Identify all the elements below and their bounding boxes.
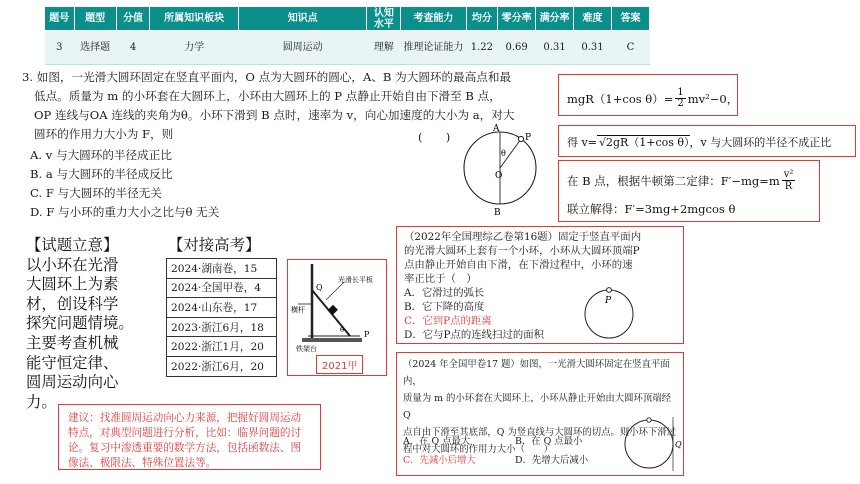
meta-cell: 1.22 [466,31,498,65]
block [328,305,338,315]
figure-2021-box [287,259,387,376]
rel2022-option-b: B．它下降的高度 [404,301,485,313]
label-a: A [493,124,500,134]
meta-cell: 3 [45,31,75,65]
related-2024-box [396,352,684,476]
intent-block [26,236,158,412]
rel2022-line: （2022年全国理综乙卷第16题）固定于竖直平面内 [404,231,642,243]
eq3-num: v² [783,169,794,180]
intent-title: 【试题立意】 [26,236,119,254]
meta-header: 题型 [74,7,116,31]
eq3-den: R [782,180,796,192]
rel2022-figure [581,283,637,341]
rail-label: 光滑长平板 [338,276,373,284]
meta-header: 认知水平 [367,7,401,31]
question-line: OP 连线与OA 连线的夹角为θ。小环下滑到 B 点时，速率为 v，向心加速度的大小为 a，对大 [34,108,515,122]
eq4: 联立解得：F′=3mg+2mgcos θ [567,202,736,216]
related-2022-box [396,226,684,344]
intent-line: 能守恒定律、 [26,353,119,372]
ring-figure [455,120,545,220]
intent-line: 以小环在光滑 [26,255,119,274]
rel2024-option-d: D．先增大后减小 [515,455,589,466]
eq2-prefix: 得 v= [567,136,597,149]
eq1-fraction [675,88,685,109]
exam-row: 2024·山东卷，17 [167,298,277,318]
rel2022-line: 率正比于（ ） [404,273,477,285]
exam-row: 2023·浙江6月，18 [167,317,277,337]
rel2024-option-b: B．在 Q 点最小 [515,436,583,447]
meta-cell: 0.69 [498,31,536,65]
label-p-2021: P [364,330,370,339]
label-theta: θ [501,149,506,158]
solution-eq3-box [558,160,820,222]
meta-header: 零分率 [498,7,536,31]
eq3-prefix: 在 B 点，根据牛顿第二定律：F′−mg=m [567,173,780,188]
question-option-d: D. F 与小环的重力大小之比与θ 无关 [30,205,220,219]
intent-line: 材，创设科学 [26,294,119,313]
meta-cell: 选择题 [74,31,116,65]
question-option-c: C. F 与大圆环的半径无关 [30,186,162,200]
question-line: 圆环的作用力大小为 F，则 [34,127,174,141]
intent-line: 大圆环上为素 [26,275,119,294]
meta-cell: 4 [116,31,150,65]
exam-row: 2024·湖南卷，15 [167,259,277,279]
eq1-lhs: mgR（1+cos θ）= [567,91,674,106]
rel2024-option-a: A．在 Q 点最大 [403,436,471,447]
meta-header: 难度 [574,7,612,31]
rel2024-line: 程中对大圆环的作用力大小（ ） [403,444,554,455]
meta-header: 题号 [45,7,75,31]
meta-header: 均分 [466,7,498,31]
label-b: B [494,208,501,218]
rail-pointer [326,282,344,300]
exam-row: 2024·全国甲卷，4 [167,278,277,298]
label-o: O [495,171,503,181]
meta-cell: 推理论证能力 [401,31,466,65]
exam-row: 2022·浙江1月，20 [167,337,277,357]
meta-cell: C [611,31,649,65]
meta-data-row [45,31,650,65]
small-ring [518,136,523,141]
rel2022-line: 的光滑大圆环上套有一个小环，小环从大圆环顶端P [404,245,640,257]
rel2024-line: 点自由下滑至其底部，Q 为竖直线与大圆环的切点。则小环下滑过 [403,427,677,438]
eq3-fraction [782,169,796,192]
eq2-radicand: √2gR（1+cos θ） [598,136,690,149]
rel2024-figure [623,413,682,473]
meta-cell: 力学 [150,31,239,65]
rel2022-label-p: P [605,296,612,306]
intent-line: 力。 [26,392,57,411]
meta-header-row [45,7,650,31]
rel2024-ring [625,420,673,468]
label-p: P [525,133,532,143]
label-theta-2021: θ [340,326,345,334]
eq1-num: 1 [677,87,684,98]
meta-header: 答案 [611,7,649,31]
meta-cell: 0.31 [574,31,612,65]
label-q-2021: Q [316,283,323,292]
solution-eq1-box [558,74,738,116]
meta-cell: 圆周运动 [238,31,367,65]
eq1-den: 2 [677,98,684,109]
eq1-rhs: mv²−0， [687,91,739,106]
question-meta-table [44,6,650,65]
rel2022-line: 点由静止开始自由下滑，在下滑过程中，小环的速 [404,259,633,271]
incline-board [312,290,350,336]
meta-header: 考查能力 [401,7,466,31]
rel2022-small-ring [607,288,612,293]
rel2024-line: 质量为 m 的小环套在大圆环上，小环从静止开始由大圆环顶端经 Q [403,393,671,421]
eq2-suffix: ，v 与大圆环的半径不成正比 [689,136,832,149]
stand-base [302,338,362,342]
meta-cell: 理解 [367,31,401,65]
rel2024-option-c: C．先减小后增大 [403,455,476,466]
figure-2021 [288,260,385,352]
question-line: 低点。质量为 m 的小环套在大圆环上，小环由大圆环上的 P 点静止开始自由下滑至 B 点， [34,89,501,103]
rel2022-option-a: A．它滑过的弧长 [404,287,485,299]
meta-header: 分值 [116,7,150,31]
meta-header: 所属知识板块 [150,7,239,31]
rel2022-option-c: C．它到P点的距离 [404,315,492,327]
suggestion-box: 建议：找准圆周运动向心力来源，把握好圆周运动特点，对典型问题进行分析，比如：临界问题的讨论。复习中渗透重要的数学方法，包括函数法、图像法、极限法、特殊位置法等。 [58,404,321,470]
meta-header: 满分率 [536,7,574,31]
base-label: 铁架台 [296,345,317,353]
exam-row: 2022·浙江6月，20 [167,356,277,376]
intent-line: 探究问题情境。 [26,314,134,333]
question-line: 3. 如图，一光滑大圆环固定在竖直平面内，O 点为大圆环的圆心，A、B 为大圆环的最高点和最 [22,70,512,84]
rel2024-line: （2024 年全国甲卷17 题）如图，一光滑大圆环固定在竖直平面内， [403,359,670,387]
answer-paren: ( ) [418,130,451,144]
solution-eq2-box [558,125,856,157]
bar-label: 横杆 [291,306,305,314]
rel2024-label-q: Q [675,440,682,449]
meta-cell: 0.31 [536,31,574,65]
tag-2021: 2021甲 [316,355,363,374]
exam-table [166,258,277,377]
intent-line: 圆周运动向心 [26,373,119,392]
eq2-rad-text: 2gR（1+cos θ） [605,136,690,149]
intent-line: 主要考查机械 [26,333,119,352]
rel2022-option-d: D．它与P点的连线扫过的面积 [404,329,545,341]
question-option-b: B. a 与大圆环的半径成反比 [30,167,173,181]
rel2024-small-ring [647,418,651,422]
exam-title: 【对接高考】 [168,236,261,254]
question-option-a: A. v 与大圆环的半径成正比 [30,148,172,162]
meta-header: 知识点 [238,7,367,31]
